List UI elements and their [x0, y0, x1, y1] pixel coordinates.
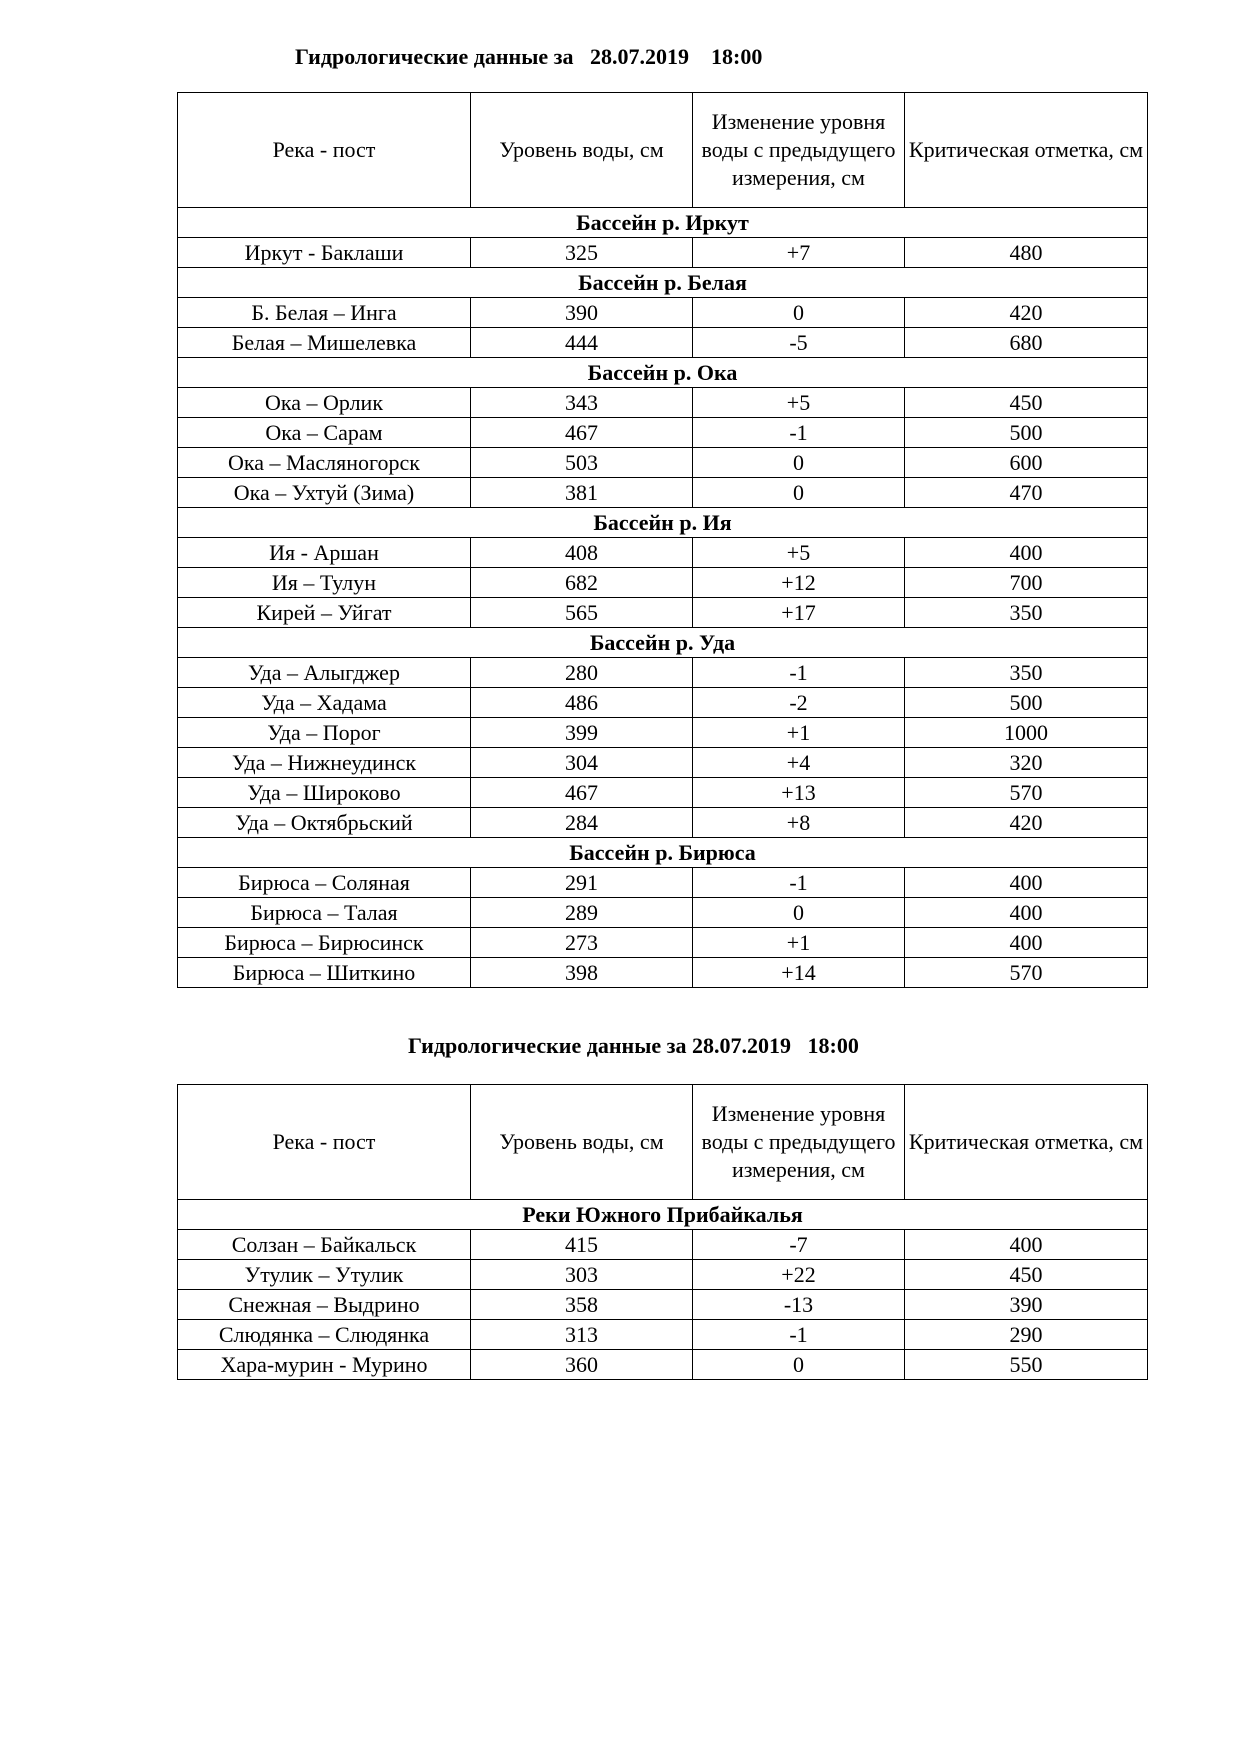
cell-critical: 400 [905, 928, 1148, 958]
cell-change: 0 [693, 298, 905, 328]
cell-critical: 570 [905, 958, 1148, 988]
cell-change: +12 [693, 568, 905, 598]
group-name: Бассейн р. Белая [178, 268, 1148, 298]
table-row [178, 418, 1148, 448]
cell-critical: 450 [905, 1260, 1148, 1290]
cell-level: 415 [471, 1230, 693, 1260]
table-row [178, 448, 1148, 478]
cell-change: -13 [693, 1290, 905, 1320]
cell-station: Ока – Сарам [178, 418, 471, 448]
cell-level: 682 [471, 568, 693, 598]
table-row [178, 1290, 1148, 1320]
cell-critical: 320 [905, 748, 1148, 778]
cell-station: Ока – Масляногорск [178, 448, 471, 478]
table-row [178, 238, 1148, 268]
cell-critical: 400 [905, 538, 1148, 568]
cell-station: Иркут - Баклаши [178, 238, 471, 268]
table-row [178, 868, 1148, 898]
cell-level: 467 [471, 418, 693, 448]
cell-change: +22 [693, 1260, 905, 1290]
document-title-2: Гидрологические данные за 28.07.2019 18:00 [408, 1033, 859, 1058]
hydro-table-1 [177, 92, 1148, 988]
header-critical: Критическая отметка, см [905, 93, 1148, 208]
cell-level: 280 [471, 658, 693, 688]
cell-station: Уда – Октябрьский [178, 808, 471, 838]
cell-change: -1 [693, 868, 905, 898]
table-row [178, 568, 1148, 598]
cell-station: Б. Белая – Инга [178, 298, 471, 328]
document-title-1: Гидрологические данные за 28.07.2019 18:00 [295, 44, 763, 69]
cell-station: Уда – Алыгджер [178, 658, 471, 688]
cell-station: Уда – Нижнеудинск [178, 748, 471, 778]
cell-critical: 400 [905, 1230, 1148, 1260]
group-row [178, 1200, 1148, 1230]
table-row [178, 388, 1148, 418]
cell-change: +5 [693, 388, 905, 418]
table-row [178, 688, 1148, 718]
cell-level: 358 [471, 1290, 693, 1320]
table-row [178, 898, 1148, 928]
cell-critical: 350 [905, 598, 1148, 628]
cell-station: Снежная – Выдрино [178, 1290, 471, 1320]
cell-station: Уда – Хадама [178, 688, 471, 718]
cell-station: Бирюса – Шиткино [178, 958, 471, 988]
cell-station: Бирюса – Талая [178, 898, 471, 928]
header-station: Река - пост [178, 1085, 471, 1200]
cell-level: 360 [471, 1350, 693, 1380]
cell-station: Солзан – Байкальск [178, 1230, 471, 1260]
cell-level: 398 [471, 958, 693, 988]
cell-level: 304 [471, 748, 693, 778]
cell-critical: 420 [905, 808, 1148, 838]
table-row [178, 298, 1148, 328]
cell-change: +17 [693, 598, 905, 628]
table-row [178, 958, 1148, 988]
group-row [178, 838, 1148, 868]
table-row [178, 778, 1148, 808]
cell-critical: 350 [905, 658, 1148, 688]
cell-level: 303 [471, 1260, 693, 1290]
cell-critical: 680 [905, 328, 1148, 358]
cell-change: 0 [693, 448, 905, 478]
cell-level: 313 [471, 1320, 693, 1350]
cell-level: 390 [471, 298, 693, 328]
cell-critical: 450 [905, 388, 1148, 418]
cell-level: 565 [471, 598, 693, 628]
cell-level: 408 [471, 538, 693, 568]
table-row [178, 328, 1148, 358]
table-row [178, 928, 1148, 958]
cell-critical: 420 [905, 298, 1148, 328]
cell-critical: 500 [905, 418, 1148, 448]
cell-level: 289 [471, 898, 693, 928]
header-critical: Критическая отметка, см [905, 1085, 1148, 1200]
group-name: Бассейн р. Иркут [178, 208, 1148, 238]
header-station: Река - пост [178, 93, 471, 208]
cell-critical: 470 [905, 478, 1148, 508]
cell-change: -1 [693, 658, 905, 688]
cell-change: -5 [693, 328, 905, 358]
cell-critical: 550 [905, 1350, 1148, 1380]
cell-change: +4 [693, 748, 905, 778]
group-name: Бассейн р. Ия [178, 508, 1148, 538]
cell-station: Белая – Мишелевка [178, 328, 471, 358]
cell-change: +5 [693, 538, 905, 568]
cell-station: Ия – Тулун [178, 568, 471, 598]
cell-level: 503 [471, 448, 693, 478]
hydro-table-2 [177, 1084, 1148, 1380]
table-body [178, 1200, 1148, 1380]
table-header-row [178, 93, 1148, 208]
cell-critical: 600 [905, 448, 1148, 478]
group-row [178, 508, 1148, 538]
cell-change: -1 [693, 418, 905, 448]
cell-station: Уда – Порог [178, 718, 471, 748]
cell-level: 467 [471, 778, 693, 808]
table-body [178, 208, 1148, 988]
table-header-row [178, 1085, 1148, 1200]
cell-level: 381 [471, 478, 693, 508]
cell-change: +7 [693, 238, 905, 268]
table-row [178, 1260, 1148, 1290]
cell-change: -1 [693, 1320, 905, 1350]
cell-change: +8 [693, 808, 905, 838]
cell-station: Ока – Орлик [178, 388, 471, 418]
cell-level: 284 [471, 808, 693, 838]
cell-station: Уда – Широково [178, 778, 471, 808]
cell-critical: 700 [905, 568, 1148, 598]
cell-change: +13 [693, 778, 905, 808]
cell-change: +1 [693, 928, 905, 958]
table-row [178, 808, 1148, 838]
group-row [178, 208, 1148, 238]
header-level: Уровень воды, см [471, 93, 693, 208]
cell-change: 0 [693, 1350, 905, 1380]
cell-change: 0 [693, 478, 905, 508]
cell-level: 291 [471, 868, 693, 898]
table-row [178, 718, 1148, 748]
cell-station: Бирюса – Соляная [178, 868, 471, 898]
cell-station: Ока – Ухтуй (Зима) [178, 478, 471, 508]
table-row [178, 1230, 1148, 1260]
cell-station: Кирей – Уйгат [178, 598, 471, 628]
cell-level: 486 [471, 688, 693, 718]
table-row [178, 538, 1148, 568]
cell-level: 325 [471, 238, 693, 268]
cell-level: 444 [471, 328, 693, 358]
cell-station: Хара-мурин - Мурино [178, 1350, 471, 1380]
table-row [178, 748, 1148, 778]
header-level: Уровень воды, см [471, 1085, 693, 1200]
cell-critical: 500 [905, 688, 1148, 718]
group-name: Бассейн р. Бирюса [178, 838, 1148, 868]
cell-station: Ия - Аршан [178, 538, 471, 568]
table-row [178, 658, 1148, 688]
cell-change: +1 [693, 718, 905, 748]
cell-critical: 400 [905, 868, 1148, 898]
header-change: Изменение уровня воды с предыдущего измерения, см [693, 93, 905, 208]
cell-critical: 390 [905, 1290, 1148, 1320]
table-row [178, 478, 1148, 508]
group-row [178, 268, 1148, 298]
cell-change: 0 [693, 898, 905, 928]
table-row [178, 1320, 1148, 1350]
group-name: Бассейн р. Уда [178, 628, 1148, 658]
group-row [178, 358, 1148, 388]
cell-station: Утулик – Утулик [178, 1260, 471, 1290]
cell-level: 273 [471, 928, 693, 958]
cell-critical: 1000 [905, 718, 1148, 748]
group-name: Бассейн р. Ока [178, 358, 1148, 388]
group-name: Реки Южного Прибайкалья [178, 1200, 1148, 1230]
cell-critical: 480 [905, 238, 1148, 268]
header-change: Изменение уровня воды с предыдущего измерения, см [693, 1085, 905, 1200]
cell-change: -7 [693, 1230, 905, 1260]
cell-change: +14 [693, 958, 905, 988]
cell-change: -2 [693, 688, 905, 718]
table-row [178, 1350, 1148, 1380]
cell-critical: 290 [905, 1320, 1148, 1350]
cell-critical: 570 [905, 778, 1148, 808]
cell-station: Бирюса – Бирюсинск [178, 928, 471, 958]
table-row [178, 598, 1148, 628]
group-row [178, 628, 1148, 658]
cell-station: Слюдянка – Слюдянка [178, 1320, 471, 1350]
cell-level: 399 [471, 718, 693, 748]
cell-critical: 400 [905, 898, 1148, 928]
cell-level: 343 [471, 388, 693, 418]
